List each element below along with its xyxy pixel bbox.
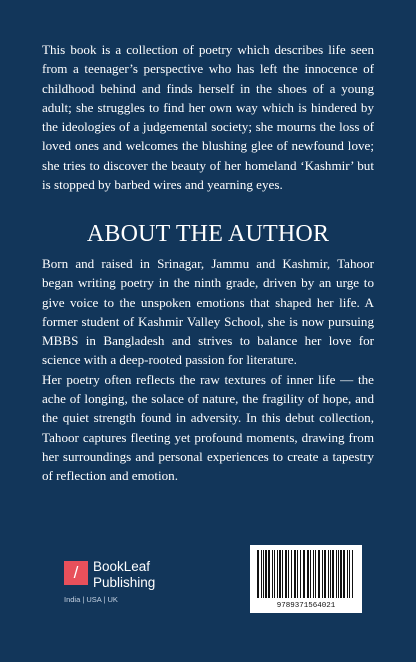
barcode-bar [265,550,267,598]
barcode-bar [263,550,264,598]
barcode-bar [257,550,259,598]
barcode-bar [315,550,316,598]
author-bio [42,254,374,486]
barcode-bar [318,550,320,598]
bio-paragraph-2: Her poetry often reflects the raw textures of inner life — the ache of longing, the solace of nature, the fragility of hope, and the quiet strength found in adversity. In this debut collection, Tahoor captures fleeting yet profound moments, drawing from her surroundings and personal experiences to create a tapestry of reflection and emotion. [42,371,374,484]
barcode-bar [297,550,298,598]
barcode-bars [256,550,356,598]
about-author-heading: ABOUT THE AUTHOR [86,221,330,247]
barcode-bar [279,550,281,598]
bio-paragraph-1: Born and raised in Srinagar, Jammu and Kashmir, Tahoor began writing poetry in the ninth grade, driven by an urge to give voice to the unspoken emotions that shaped her life. A former student of Kashmir Valley School, she is now pursuing MBBS in Bangladesh and strives to balance her love for science with a deep-rooted passion for literature. [42,256,374,368]
barcode-bar [340,550,342,598]
barcode-bar [313,550,314,598]
barcode-bar [261,550,262,598]
barcode-bar [330,550,331,598]
publisher-logo [64,556,184,612]
barcode-bar [338,550,339,598]
publisher-name-line1: BookLeaf [93,559,151,574]
barcode-bar [268,550,270,598]
barcode-bar [285,550,287,598]
barcode-bar [294,550,296,598]
barcode-bar [291,550,292,598]
book-blurb: This book is a collection of poetry which describes life seen from a teenager’s perspective who has left the innocence of childhood behind and finds herself in the shoes of a young adult; she struggles to find her own way which is hindered by the ideologies of a judgemental society; she mourns the loss of loved ones and welcomes the blushing glee of newfound love; she tries to discover the beauty of her homeland ‘Kashmir’ but is stopped by barbed wires and yearning eyes. [42,42,374,193]
barcode-bar [352,550,353,598]
barcode-bar [274,550,275,598]
barcode-bar [288,550,289,598]
barcode-bar [324,550,326,598]
publisher-name-line2: Publishing [93,575,156,590]
publisher-regions: India | USA | UK [64,595,118,604]
barcode-bar [272,550,273,598]
logo-mark: / [73,563,79,582]
isbn-barcode [250,545,362,613]
barcode-bar [347,550,348,598]
barcode-bar [336,550,337,598]
isbn-number: 9789371564021 [276,602,336,610]
barcode-bar [349,550,350,598]
barcode-bar [300,550,301,598]
barcode-bar [282,550,283,598]
barcode-bar [310,550,311,598]
barcode-bar [343,550,345,598]
barcode-bar [303,550,305,598]
barcode-bar [328,550,329,598]
barcode-bar [277,550,278,598]
barcode-bar [322,550,323,598]
bookleaf-logo-icon [64,561,88,585]
barcode-bar [332,550,334,598]
barcode-bar [307,550,309,598]
